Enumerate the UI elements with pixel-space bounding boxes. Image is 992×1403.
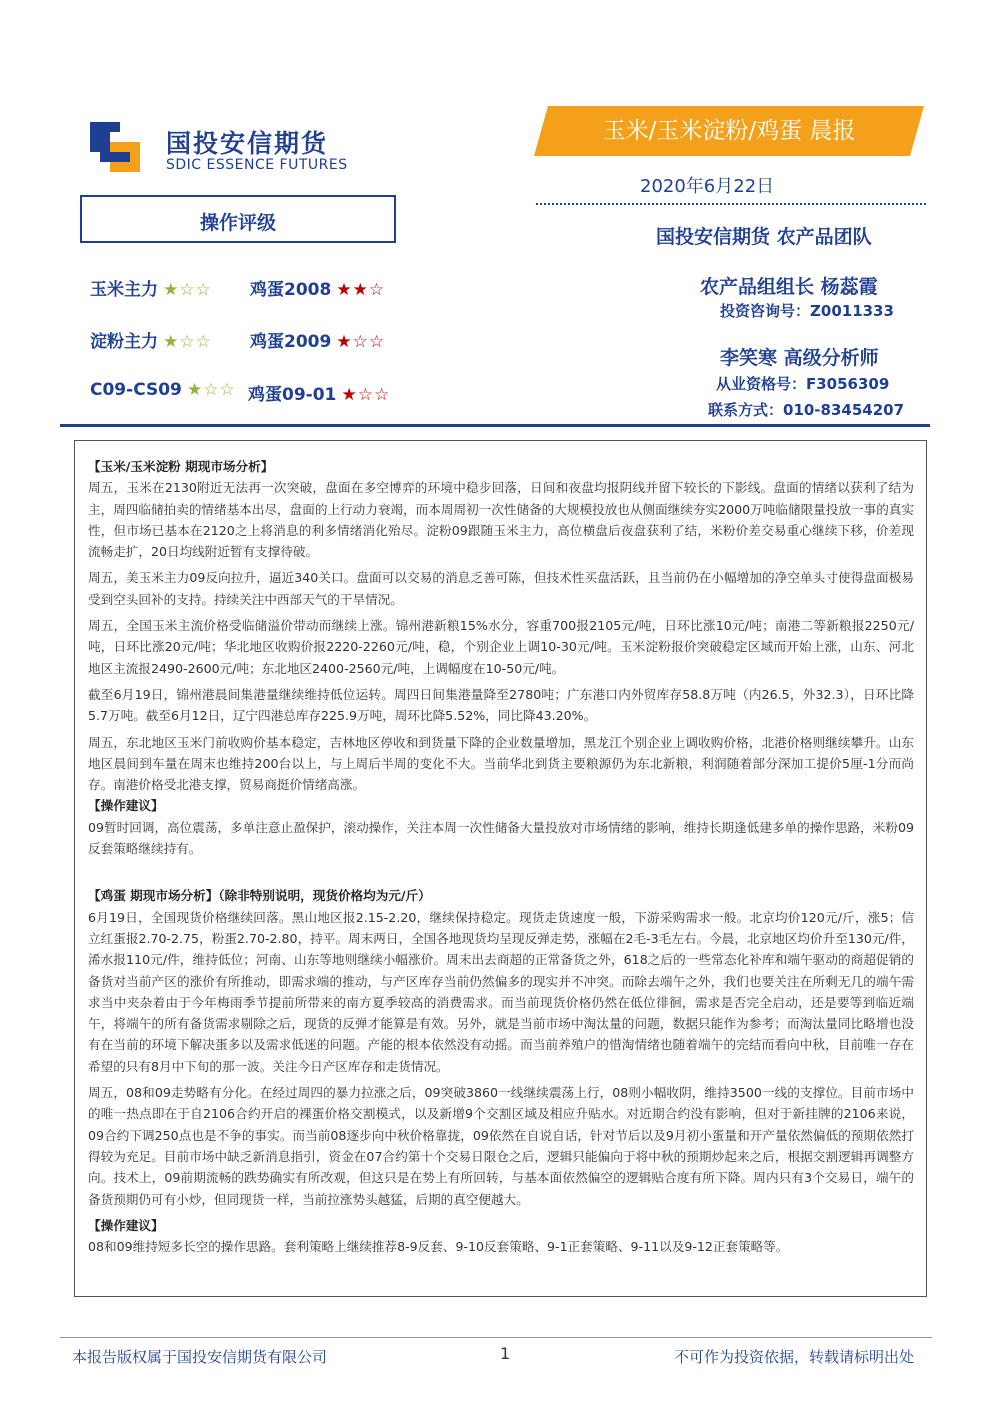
logo-text-en: SDIC ESSENCE FUTURES [166,157,348,173]
logo-mark-icon [90,122,140,172]
analyst-license: 从业资格号：F3056309 [716,375,890,393]
rating-item [250,327,385,352]
rating-label: 鸡蛋09-01 [248,385,337,405]
report-date: 2020年6月22日 [640,176,775,197]
rating-item [250,275,385,300]
rating-stars: ★★☆ [336,280,386,300]
footer-disclaimer: 不可作为投资依据，转载请标明出处 [674,1348,915,1366]
spacer [88,864,914,885]
section-heading: 【玉米/玉米淀粉 期现市场分析】 [88,459,274,474]
rating-label: C09-CS09 [90,380,182,400]
paragraph: 周五，全国玉米主流价格受临储溢价带动而继续上涨。锦州港新粮15%水分，容重700报2105元/吨，日环比涨10元/吨；南港二等新粮报2250元/吨，日环比涨20元/吨；华北地区收购价报2220-2260元/吨，稳，个别企业上调10-30元/吨。玉米淀粉报价突破稳定区域而开始上涨，山东、河北地区主流报2490-2600元/吨；东北地区2400-2560元/吨，上调幅度在10-50元/吨。 [88,618,914,676]
footer-copyright: 本报告版权属于国投安信期货有限公司 [72,1348,328,1366]
paragraph: 周五，08和09走势略有分化。在经过周四的暴力拉涨之后，09突破3860一线继续震荡上行，08则小幅收阴，维持3500一线的支撑位。目前市场中的唯一热点即在于自2106合约开启的裸蛋价格交割模式，以及新增9个交割区域及相应升贴水。对近期合约没有影响，但对于新挂牌的2106来说，09合约下调250点也是不争的事实。而当前08逐步向中秋价格靠拢，09依然在自说自话，针对节后以及9月初小蛋量和开产量依然偏低的预期依然打得较为充足。目前市场中缺乏新消息指引，资金在07合约第十个交易日限仓之后，逻辑只能偏向于将中秋的预期炒起来之后，根据交割逻辑再调整方向。技术上，09前期流畅的跌势确实有所改观，但这只是在势上有所回转，与基本面依然偏空的逻辑贴合度有所下降。周内只有3个交易日，端午的备货预期仍可有小炒，但同现货一样，当前拉涨势头越猛，后期的真空便越大。 [88,1085,914,1207]
senior-analyst: 李笑寒 高级分析师 [720,347,879,369]
analyst-contact: 联系方式：010-83454207 [708,401,905,419]
paragraph: 周五，美玉米主力09反向拉升，逼近340关口。盘面可以交易的消息乏善可陈，但技术性买盘活跃，且当前仍在小幅增加的净空单头寸使得盘面极易受到空头回补的支持。持续关注中西部天气的干旱情况。 [88,570,914,607]
rating-stars: ★☆☆ [163,280,212,300]
page-number: 1 [500,1344,511,1363]
paragraph: 周五，东北地区玉米门前收购价基本稳定，吉林地区停收和到货量下降的企业数量增加，黑龙江个别企业上调收购价格，北港价格则继续攀升。山东地区晨间到车量在周末也维持200台以上，与上周后半周的变化不大。当前华北到货主要粮源仍为东北新粮，利润随着部分深加工提价5厘-1分而尚存。南港价格受北港支撑，贸易商挺价情绪高涨。 [88,734,914,793]
rating-label: 玉米主力 [90,280,158,300]
footer-divider [60,1337,932,1338]
section-heading: 【操作建议】 [88,798,164,814]
paragraph: 截至6月19日，锦州港晨间集港量继续维持低位运转。周四日间集港量降至2780吨；广东港口内外贸库存58.8万吨（内26.5，外32.3），日环比降5.7万吨。截至6月12日，辽宁四港总库存225.9万吨，周环比降5.52%，同比降43.20%。 [88,686,914,724]
section-heading: 【鸡蛋 期现市场分析】（除非特别说明，现货价格均为元/斤） [88,888,431,904]
team-name: 国投安信期货 农产品团队 [656,226,872,248]
paragraph: 周五，玉米在2130附近无法再一次突破，盘面在多空博弈的环境中稳步回落，日间和夜盘均报阴线并留下较长的下影线。盘面的情绪以获利了结为主，周四临储拍卖的情绪基本出尽，盘面的上行动力衰竭，而本周周初一次性储备的大规模投放也从侧面继续夯实2000万吨临储限量投放一事的真实性，但市场已基本在2120之上将消息的利多情绪消化殆尽。淀粉09跟随玉米主力，高位横盘后夜盘获利了结，米粉价差交易重心继续下移，价差现流畅走扩，20日均线附近暂有支撑待破。 [88,480,914,560]
paragraph: 6月19日，全国现货价格继续回落。黑山地区报2.15-2.20，继续保持稳定。现货走货速度一般，下游采购需求一般。北京均价120元/斤，涨5；信立红蛋报2.70-2.75，粉蛋2.70-2.80，持平。周末两日，全国各地现货均呈现反弹走势，涨幅在2毛-3毛左右。今晨，北京地区均价升至130元/件，浠水报110元/件，维持低位；河南、山东等地则继续小幅涨价。周末出去商超的正常备货之外，618之后的一些常态化补库和端午驱动的商超促销的备货对当前产区的涨价有所推动，即需求端的推动，与产区库存当前仍然偏多的现实并不冲突。而除去端午之外，我们也要关注在所剩无几的端午需求当中夹杂着由于今年梅雨季节提前所带来的南方夏季较高的消费需求。而当前现货价格仍然在低位徘徊，需求是否完全启动，还是要等到临近端午，将端午的所有备货需求剔除之后，现货的反弹才能算是有效。另外，就是当前市场中淘汰量的问题，数据只能作为参考；而淘汰量同比略增也没有在当前的环境下解决蛋多以及需求低迷的问题。产能的根本依然没有动摇。而当前养殖户的惜淘情绪也随着端午的完结而看向中秋，目前唯一存在希望的只有8月中下旬的那一波。关注今日产区库存和走货情况。 [88,909,914,1074]
rating-stars: ★☆☆ [341,385,391,405]
rating-label: 鸡蛋2009 [250,332,332,352]
dotted-divider [536,203,926,205]
paragraph: 08和09维持短多长空的操作思路。套利策略上继续推荐8-9反套、9-10反套策略、9-1正套策略、9-11以及9-12正套策略等。 [88,1239,789,1255]
rating-item [90,380,236,400]
rating-item [248,380,390,405]
header-divider [60,424,930,427]
lead-analyst: 农产品组组长 杨蕊霞 [700,276,878,298]
paragraph: 09暂时回调，高位震荡，多单注意止盈保护，滚动操作，关注本周一次性储备大量投放对市场情绪的影响，维持长期逢低建多单的操作思路，米粉09反套策略继续持有。 [88,819,914,857]
report-body [88,456,914,1262]
rating-label: 淀粉主力 [90,332,158,352]
rating-stars: ★☆☆ [336,332,386,352]
lead-license: 投资咨询号：Z0011333 [720,302,894,320]
report-title: 玉米/玉米淀粉/鸡蛋 晨报 [602,118,856,144]
rating-stars: ★☆☆ [163,332,212,352]
rating-item [90,275,212,300]
logo-text-cn: 国投安信期货 [166,129,329,158]
rating-item [90,327,212,352]
rating-stars: ★☆☆ [186,380,236,400]
rating-title: 操作评级 [199,212,276,234]
section-heading: 【操作建议】 [88,1217,164,1233]
rating-label: 鸡蛋2008 [250,280,332,300]
